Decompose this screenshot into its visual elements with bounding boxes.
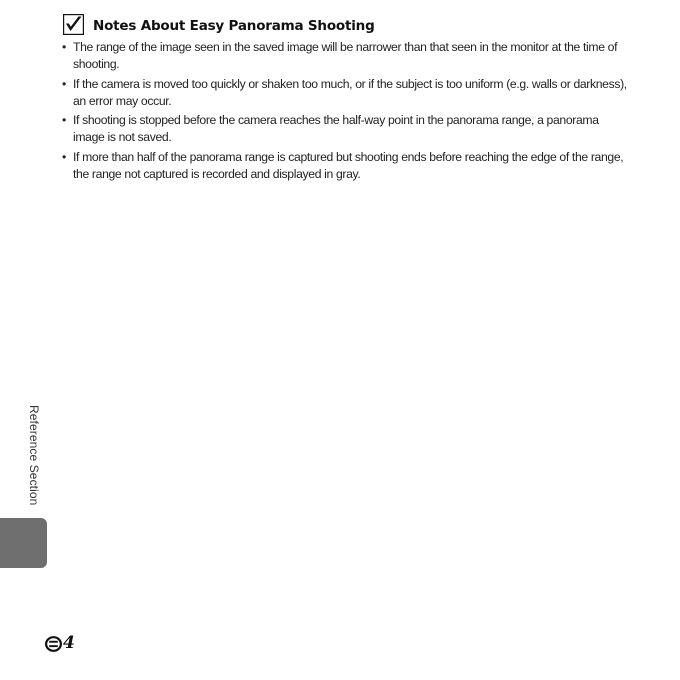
- bullet-text: If the camera is moved too quickly or shaken too much, or if the subject is too uniform (e.g. walls or darkness), an error may occur.: [73, 76, 627, 108]
- bullet-item: [62, 39, 628, 74]
- bullet-item: [62, 149, 628, 184]
- note-title: Notes About Easy Panorama Shooting: [93, 18, 375, 34]
- bullet-item: [62, 112, 628, 147]
- checkmark-icon: [63, 14, 84, 35]
- bullet-text: If shooting is stopped before the camera reaches the half-way point in the panorama range, a panorama image is not saved.: [73, 113, 599, 145]
- section-tab: [0, 518, 47, 568]
- note-bullet-list: [62, 39, 628, 185]
- bullet-dot: •: [62, 113, 66, 128]
- bullet-dot: •: [62, 40, 66, 54]
- bullet-dot: •: [62, 149, 66, 164]
- bullet-text: The range of the image seen in the saved image will be narrower than that seen in the monitor at the time of shooting.: [73, 40, 618, 72]
- section-side-label: Reference Section: [27, 405, 41, 506]
- reference-section-icon: [45, 635, 62, 652]
- bullet-text: If more than half of the panorama range is captured but shooting ends before reaching the edge of the range, the range not captured is recorded and displayed in gray.: [73, 149, 624, 182]
- page-footer: [45, 633, 75, 653]
- page-number: 4: [63, 633, 75, 653]
- bullet-dot: •: [62, 76, 66, 91]
- bullet-item: [62, 76, 628, 111]
- note-header: [63, 14, 375, 35]
